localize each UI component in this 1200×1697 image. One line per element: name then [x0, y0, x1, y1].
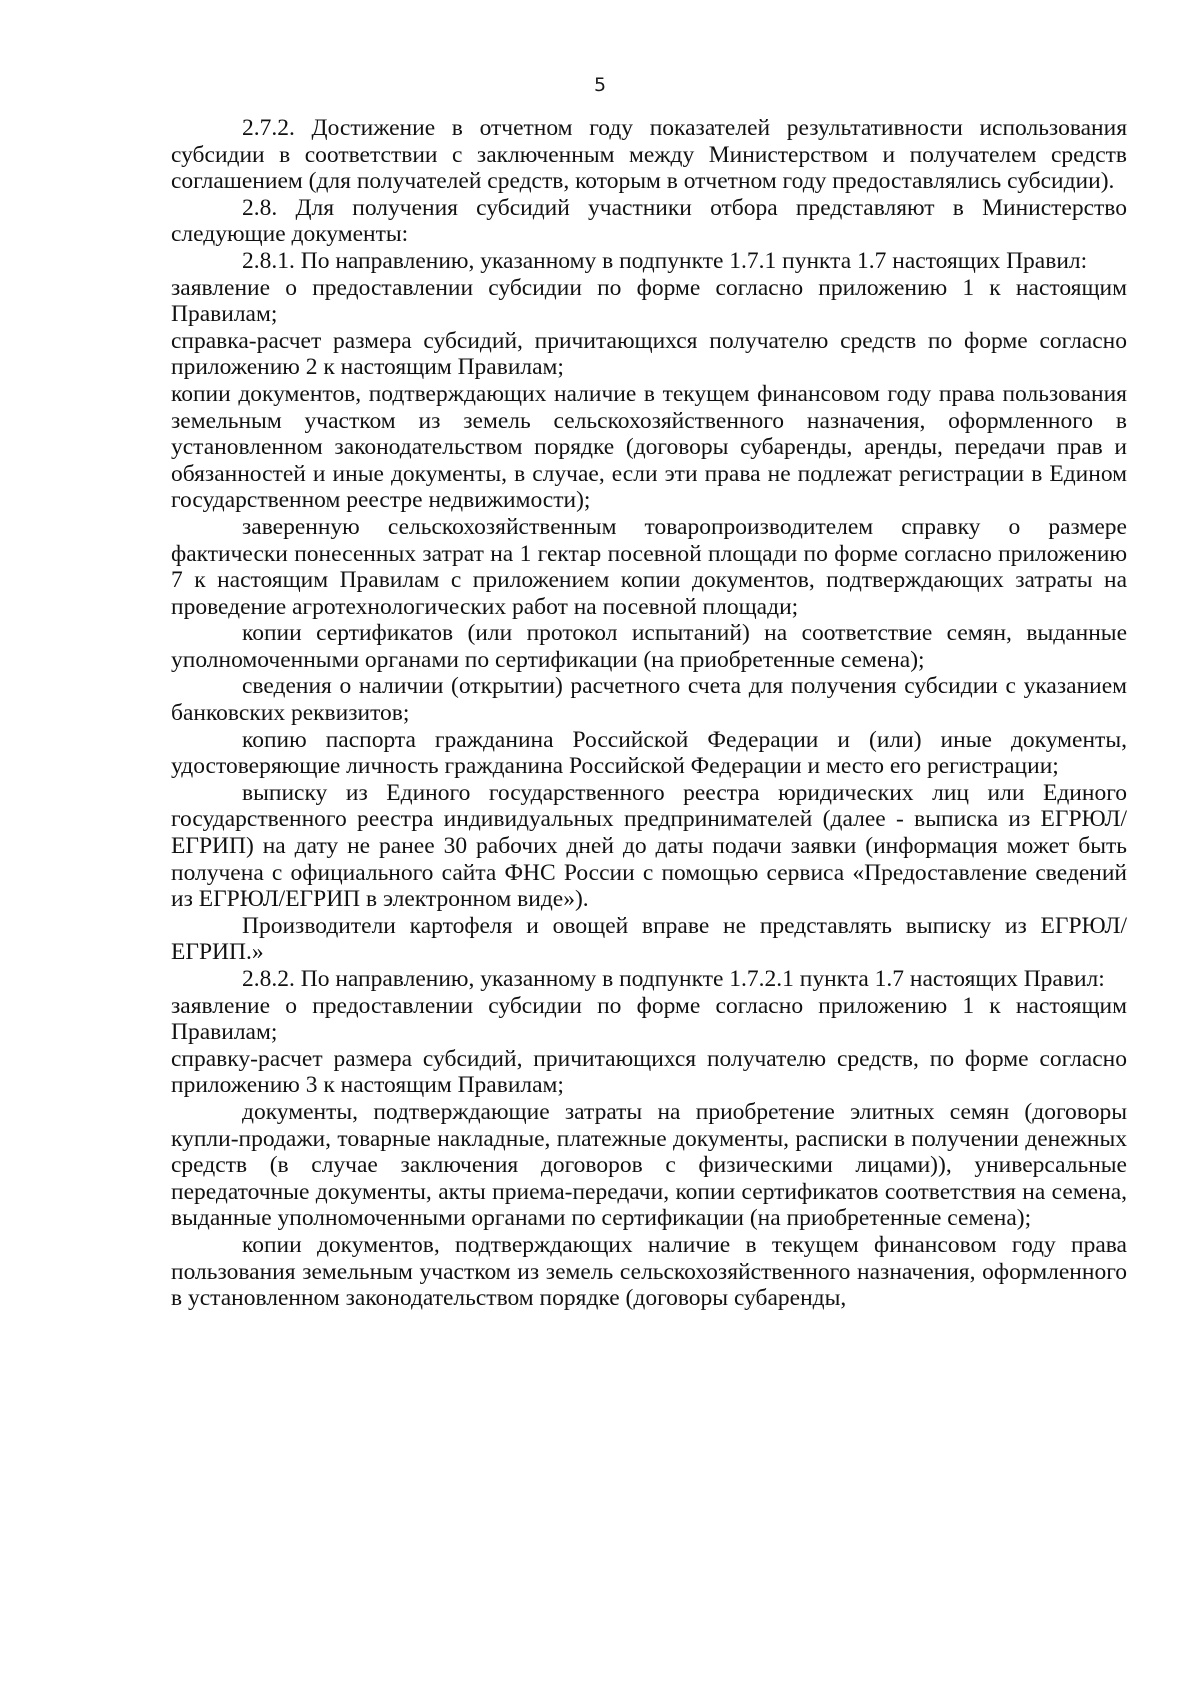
page-number: 5	[593, 74, 607, 96]
paragraph: 2.7.2. Достижение в отчетном году показателей результативности использования субсидии в соответствии с заключенным между Министерством и получателем средств соглашением (для получателей средств, которым в отчетном году предоставлялись субсидии).	[171, 115, 1127, 195]
paragraph: 2.8.2. По направлению, указанному в подпункте 1.7.2.1 пункта 1.7 настоящих Правил:	[242, 966, 1105, 992]
paragraph: 2.8. Для получения субсидий участники отбора представляют в Министерство следующие документы:	[171, 194, 1127, 248]
paragraph: копии документов, подтверждающих наличие в текущем финансовом году права пользования земельным участком из земель сельскохозяйственного назначения, оформленного в установленном законодательством порядке (договоры субаренды, аренды, передачи прав и обязанностей и иные документы, в случае, если эти права не подлежат регистрации в Едином государственном реестре недвижимости);	[171, 380, 1127, 514]
paragraph: справку-расчет размера субсидий, причитающихся получателю средств, по форме согласно приложению 3 к настоящим Правилам;	[171, 1045, 1127, 1099]
paragraph: сведения о наличии (открытии) расчетного счета для получения субсидии с указанием банковских реквизитов;	[171, 673, 1127, 727]
paragraph: копии сертификатов (или протокол испытаний) на соответствие семян, выданные уполномоченными органами по сертификации (на приобретенные семена);	[171, 620, 1127, 673]
paragraph: выписку из Единого государственного реестра юридических лиц или Единого государственного реестра индивидуальных предпринимателей (далее - выписка из ЕГРЮЛ/ЕГРИП) на дату не ранее 30 рабочих дней до даты подачи заявки (информация может быть получена с официального сайта ФНС России с помощью сервиса «Предоставление сведений из ЕГРЮЛ/ЕГРИП в электронном виде»).	[171, 779, 1127, 913]
paragraph: документы, подтверждающие затраты на приобретение элитных семян (договоры купли-продажи, товарные накладные, платежные документы, расписки в получении денежных средств (в случае заключения договоров с физическими лицами)), универсальные передаточные документы, акты приема-передачи, копии сертификатов соответствия на семена, выданные уполномоченными органами по сертификации (на приобретенные семена);	[171, 1098, 1127, 1232]
paragraph: заявление о предоставлении субсидии по форме согласно приложению 1 к настоящим Правилам;	[171, 992, 1127, 1046]
document-body	[171, 115, 1127, 1312]
paragraph: копию паспорта гражданина Российской Федерации и (или) иные документы, удостоверяющие личность гражданина Российской Федерации и место его регистрации;	[171, 726, 1127, 780]
paragraph: 2.8.1. По направлению, указанному в подпункте 1.7.1 пункта 1.7 настоящих Правил:	[242, 247, 1088, 274]
paragraph: справка-расчет размера субсидий, причитающихся получателю средств по форме согласно приложению 2 к настоящим Правилам;	[171, 327, 1127, 381]
paragraph: заверенную сельскохозяйственным товаропроизводителем справку о размере фактически понесенных затрат на 1 гектар посевной площади по форме согласно приложению 7 к настоящим Правилам с приложением копии документов, подтверждающих затраты на проведение агротехнологических работ на посевной площади;	[171, 513, 1127, 620]
paragraph: заявление о предоставлении субсидии по форме согласно приложению 1 к настоящим Правилам;	[171, 274, 1127, 328]
paragraph: Производители картофеля и овощей вправе не представлять выписку из ЕГРЮЛ/ЕГРИП.»	[171, 912, 1127, 966]
paragraph: копии документов, подтверждающих наличие в текущем финансовом году права пользования земельным участком из земель сельскохозяйственного назначения, оформленного в установленном законодательством порядке (договоры субаренды,	[171, 1231, 1127, 1312]
